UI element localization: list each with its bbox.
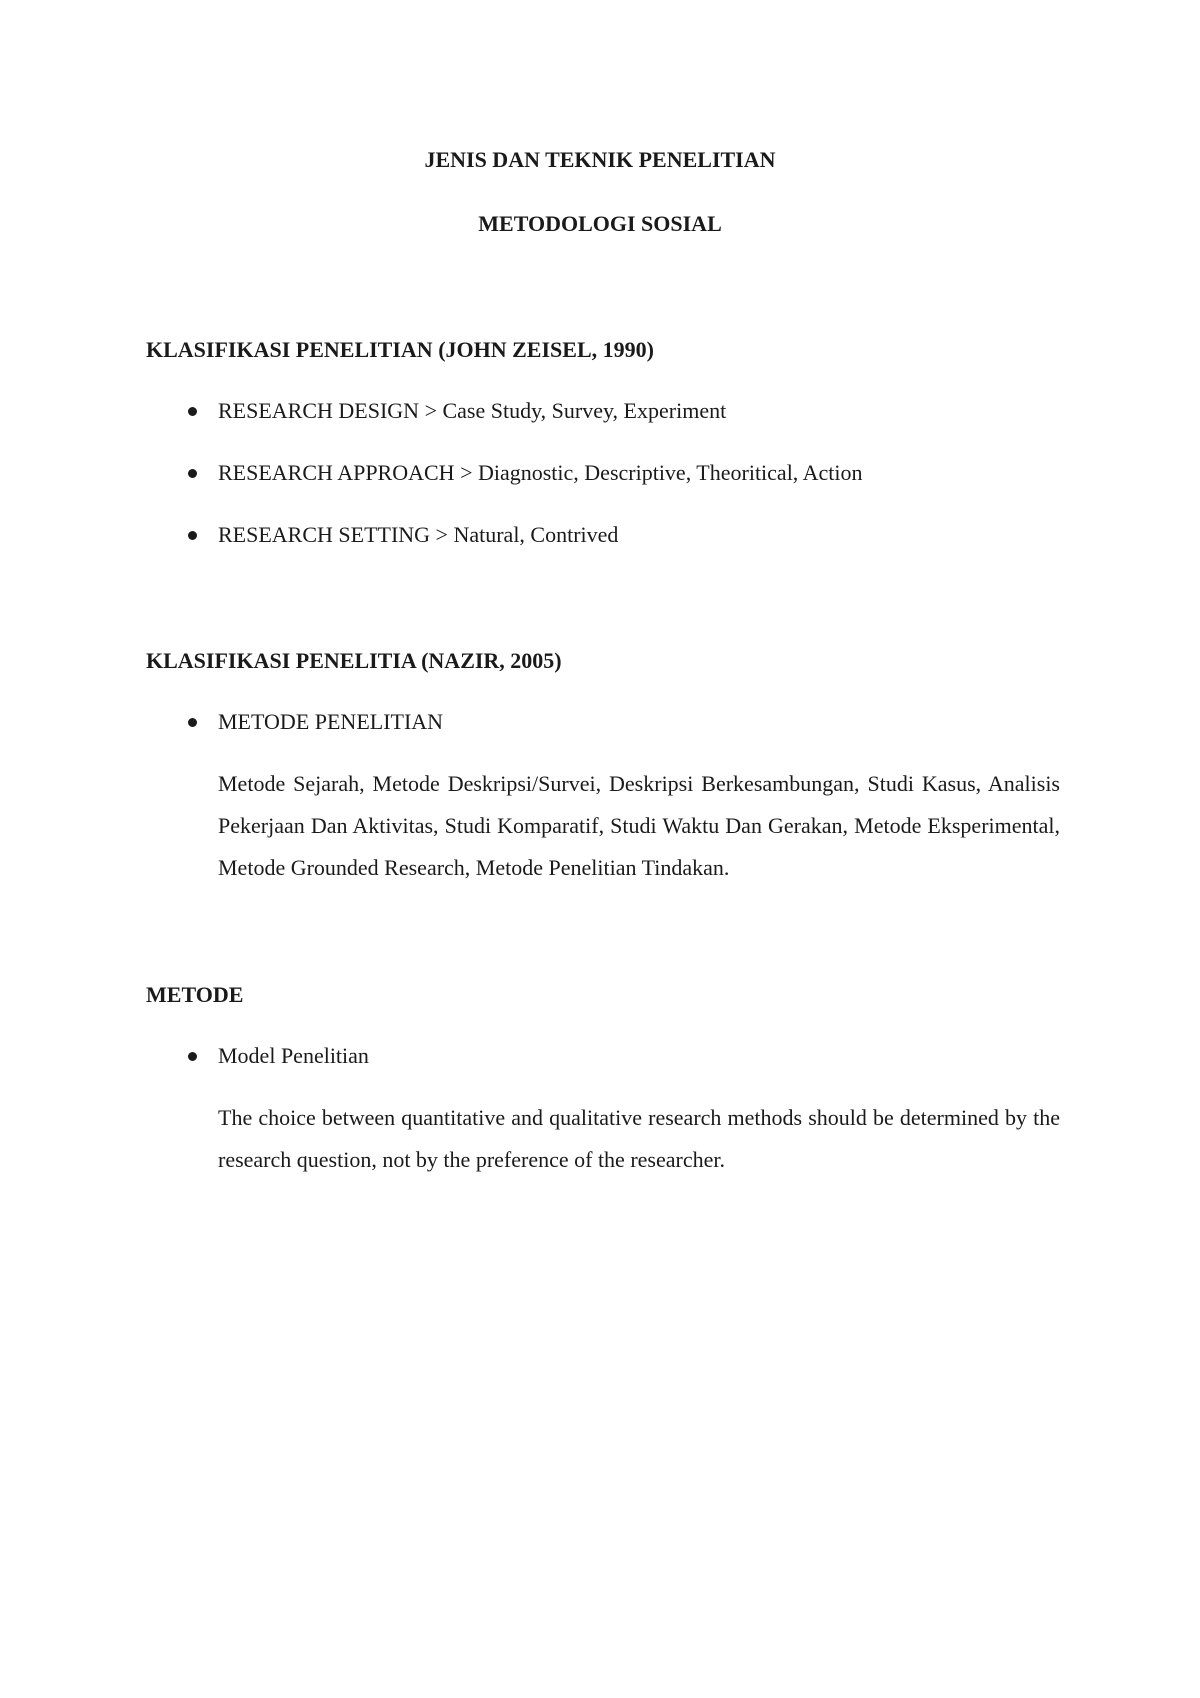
list-item-text: RESEARCH DESIGN > Case Study, Survey, Experiment bbox=[218, 398, 727, 423]
section-heading: KLASIFIKASI PENELITIA (NAZIR, 2005) bbox=[146, 648, 562, 673]
bullet-icon bbox=[188, 718, 197, 727]
bullet-icon bbox=[188, 469, 197, 478]
paragraph: The choice between quantitative and qualitative research methods should be determined by the research question, not by the preference of the researcher. bbox=[218, 1105, 1060, 1172]
section-heading: METODE bbox=[146, 982, 244, 1007]
document-subtitle: METODOLOGI SOSIAL bbox=[478, 211, 722, 236]
list-item-text: RESEARCH APPROACH > Diagnostic, Descriptive, Theoritical, Action bbox=[218, 460, 863, 485]
bullet-icon bbox=[188, 531, 197, 540]
list-item-text: RESEARCH SETTING > Natural, Contrived bbox=[218, 522, 619, 547]
list-item-text: METODE PENELITIAN bbox=[218, 709, 444, 734]
bullet-icon bbox=[188, 1052, 197, 1061]
document-title: JENIS DAN TEKNIK PENELITIAN bbox=[424, 147, 776, 172]
bullet-icon bbox=[188, 407, 197, 416]
paragraph: Metode Sejarah, Metode Deskripsi/Survei, Deskripsi Berkesambungan, Studi Kasus, Analisis Pekerjaan Dan Aktivitas, Studi Komparatif, Studi Waktu Dan Gerakan, Metode Eksperimental, Metode Grounded Research, Metode Penelitian Tindakan. bbox=[218, 771, 1060, 880]
list-item-text: Model Penelitian bbox=[218, 1043, 369, 1068]
section-heading: KLASIFIKASI PENELITIAN (JOHN ZEISEL, 1990) bbox=[146, 337, 654, 362]
